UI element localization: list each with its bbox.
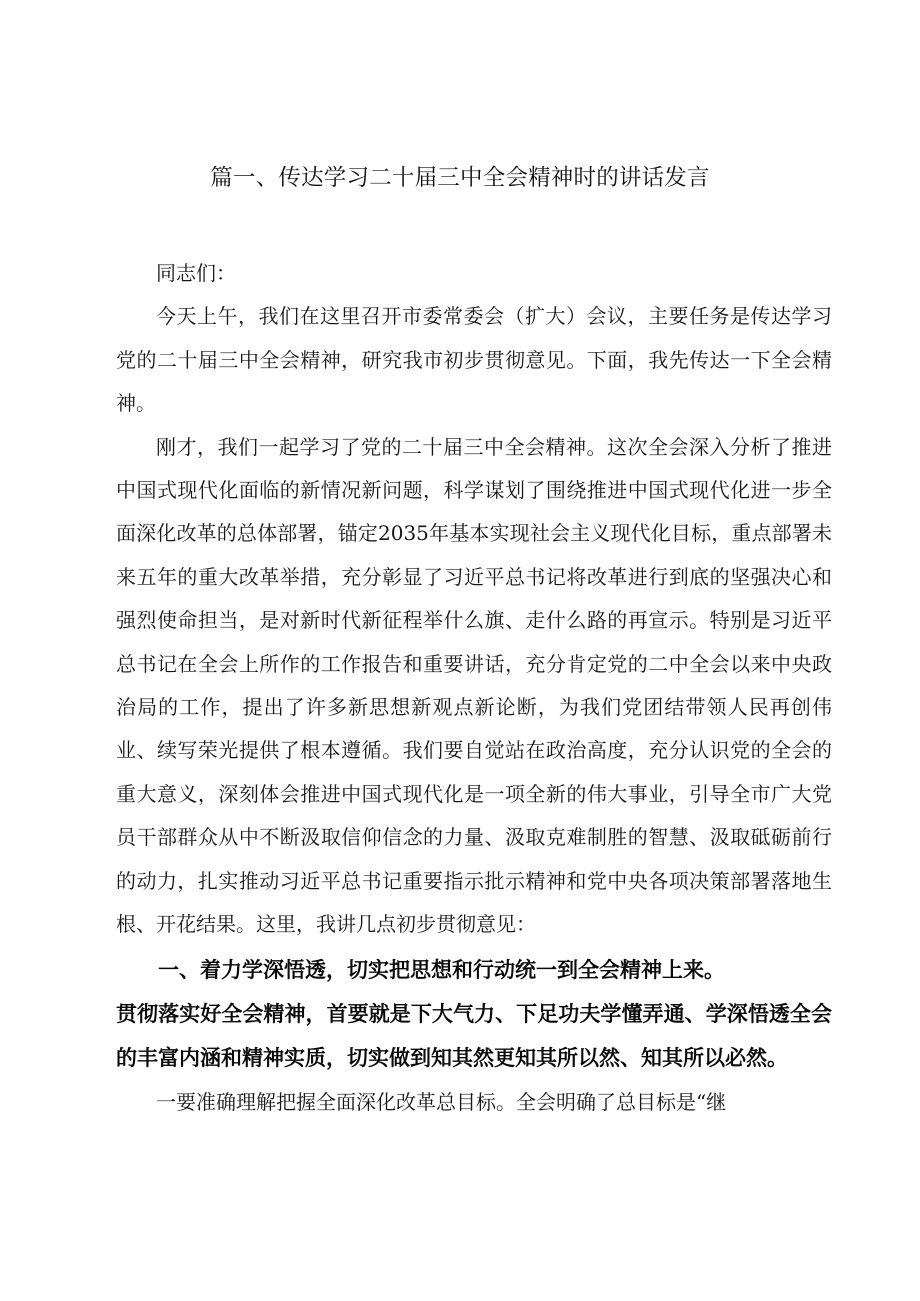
paragraph-1: 今天上午，我们在这里召开市委常委会（扩大）会议，主要任务是传达学习党的二十届三中全会精神，研究我市初步贯彻意见。下面，我先传达一下全会精神。 xyxy=(116,304,832,416)
greeting: 同志们： xyxy=(156,261,236,285)
paragraph-4: 一要准确理解把握全面深化改革总目标。全会明确了总目标是“继 xyxy=(156,1089,727,1114)
document-title: 篇一、传达学习二十届三中全会精神时的讲话发言 xyxy=(210,165,710,191)
paragraph-2: 刚才，我们一起学习了党的二十届三中全会精神。这次全会深入分析了推进中国式现代化面临的新情况新问题，科学谋划了围绕推进中国式现代化进一步全面深化改革的总体部署，锚定2035年基本实现社会主义现代化目标，重点部署未来五年的重大改革举措，充分彰显了习近平总书记将改革进行到底的坚强决心和强烈使命担当，是对新时代新征程举什么旗、走什么路的再宣示。特别是习近平总书记在全会上所作的工作报告和重要讲话，充分肯定党的二中全会以来中央政治局的工作，提出了许多新思想新观点新论断，为我们党团结带领人民再创伟业、续写荣光提供了根本遵循。我们要自觉站在政治高度，充分认识党的全会的重大意义，深刻体会推进中国式现代化是一项全新的伟大事业，引导全市广大党员干部群众从中不断汲取信仰信念的力量、汲取克难制胜的智慧、汲取砥砺前行的动力，扎实推动习近平总书记重要指示批示精神和党中央各项决策部署落地生根、开花结果。这里，我讲几点初步贯彻意见： xyxy=(116,434,832,937)
document-body xyxy=(116,252,832,1124)
section-heading-1: 一、着力学深悟透，切实把思想和行动统一到全会精神上来。 xyxy=(158,957,725,982)
paragraph-3: 贯彻落实好全会精神，首要就是下大气力、下足功夫学懂弄通、学深悟透全会的丰富内涵和精神实质，切实做到知其然更知其所以然、知其所以必然。 xyxy=(116,1001,832,1070)
